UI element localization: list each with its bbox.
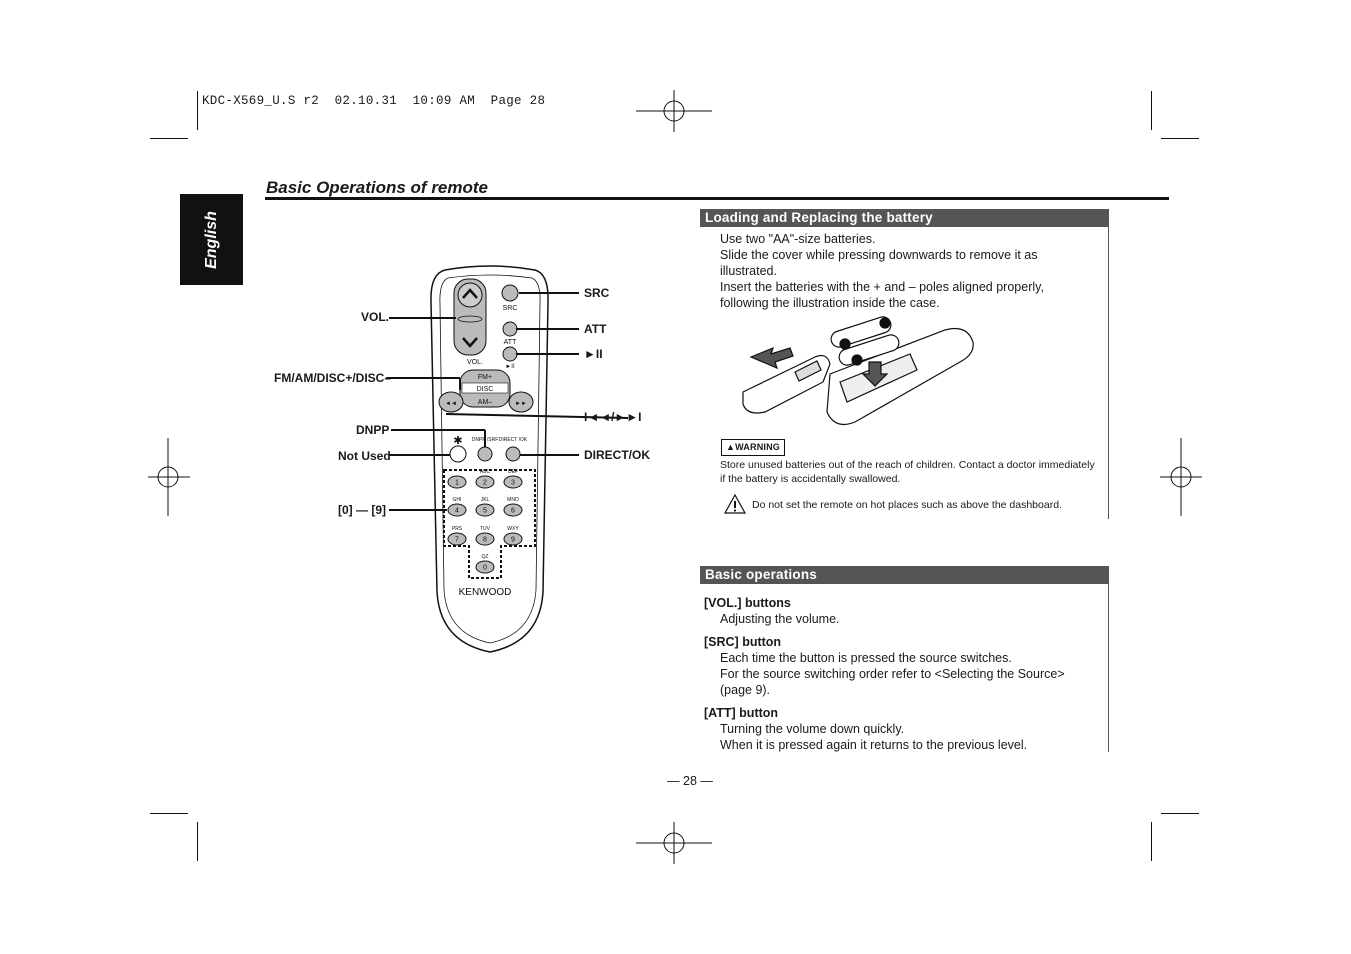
keypad-key-5: 5 [483, 507, 487, 515]
battery-line: Slide the cover while pressing downwards to remove it as illustrated. [720, 248, 1038, 278]
label-play-pause: ►II [584, 347, 603, 361]
src-item-line: For the source switching order refer to <Selecting the Source> (page 9). [720, 667, 1065, 697]
label-vol: VOL. [361, 310, 390, 324]
warning-icon: ▲ [726, 442, 736, 452]
keypad-letters-3: DEF [508, 469, 518, 475]
label-src: SRC [584, 286, 610, 300]
vol-item-text [720, 611, 1095, 627]
src-item-line: Each time the button is pressed the source switches. [720, 651, 1012, 665]
label-dnpp: DNPP [356, 423, 390, 437]
warning-badge [721, 439, 785, 456]
keypad-key-0: 0 [483, 564, 487, 572]
remote-prev-text: ◄◄ [445, 401, 457, 407]
src-item-title: [SRC] button [704, 635, 782, 649]
label-fm-am-disc: FM/AM/DISC+/DISC– [274, 371, 392, 385]
remote-am-text: AM– [477, 399, 493, 406]
keypad-key-8: 8 [483, 536, 487, 544]
remote-src-text: SRC [502, 305, 518, 312]
caution-text: Do not set the remote on hot places such as above the dashboard. [752, 499, 1062, 511]
att-item-title: [ATT] button [704, 706, 779, 720]
remote-next-text: ►► [515, 401, 527, 407]
keypad-key-2: 2 [483, 479, 487, 487]
keypad-key-4: 4 [455, 507, 459, 515]
keypad-letters-4: GHI [452, 497, 462, 503]
battery-illustration [735, 312, 980, 432]
keypad-key-3: 3 [511, 479, 515, 487]
remote-dnpp-text: DNPP /SRF [471, 437, 499, 443]
label-direct-ok: DIRECT/OK [584, 448, 650, 462]
keypad-key-6: 6 [511, 507, 515, 515]
keypad-letters-8: TUV [480, 526, 490, 532]
basic-operations-header: Basic operations [700, 566, 1109, 584]
battery-line: Insert the batteries with the + and – poles aligned properly, following the illustration inside the case. [720, 280, 1044, 310]
battery-section-rule [1108, 227, 1109, 519]
vol-item-title: [VOL.] buttons [704, 596, 791, 610]
page-title: Basic Operations of remote [266, 178, 489, 197]
label-skip: I◄◄/►►I [584, 410, 642, 424]
src-item-text [720, 650, 1095, 698]
battery-section-header: Loading and Replacing the battery [700, 209, 1109, 227]
keypad-letters-0: QZ [481, 554, 489, 560]
keypad-letters-9: WXY [507, 526, 519, 532]
label-att: ATT [584, 322, 607, 336]
remote-direct-text: DIRECT /OK [498, 437, 528, 443]
remote-play-text: ►II [505, 364, 515, 370]
att-item-line: Turning the volume down quickly. [720, 722, 905, 736]
keypad-key-7: 7 [455, 536, 459, 544]
keypad-letters-6: MNO [507, 497, 519, 503]
battery-instructions [720, 231, 1095, 311]
att-item-line: When it is pressed again it returns to the previous level. [720, 738, 1028, 752]
att-item-text [720, 721, 1095, 753]
label-not-used: Not Used [338, 449, 391, 463]
warning-badge-label: WARNING [735, 442, 781, 452]
keypad-key-1: 1 [455, 479, 459, 487]
vol-item-line: Adjusting the volume. [720, 612, 840, 626]
keypad-key-9: 9 [511, 536, 515, 544]
caution-icon [723, 493, 747, 515]
remote-fm-text: FM+ [477, 374, 493, 381]
remote-brand: KENWOOD [458, 587, 512, 598]
remote-star-text: ✱ [453, 435, 463, 447]
remote-vol-text: VOL. [467, 359, 483, 366]
battery-line: Use two "AA"-size batteries. [720, 232, 876, 246]
language-tab-label: English [202, 210, 220, 269]
print-header: KDC-X569_U.S r2 02.10.31 10:09 AM Page 28 [202, 94, 546, 108]
remote-att-text: ATT [503, 339, 517, 346]
warning-text: Store unused batteries out of the reach of children. Contact a doctor immediately if the battery is accidentally swallowed. [720, 459, 1095, 485]
remote-disc-text: DISC [476, 386, 494, 393]
label-digits: [0] — [9] [338, 503, 386, 517]
keypad-letters-7: PRS [451, 526, 463, 532]
keypad-letters-2: ABC [479, 469, 491, 475]
keypad-letters-5: JKL [480, 497, 490, 503]
page-number: — 28 — [667, 774, 713, 788]
basic-operations-rule [1108, 584, 1109, 752]
